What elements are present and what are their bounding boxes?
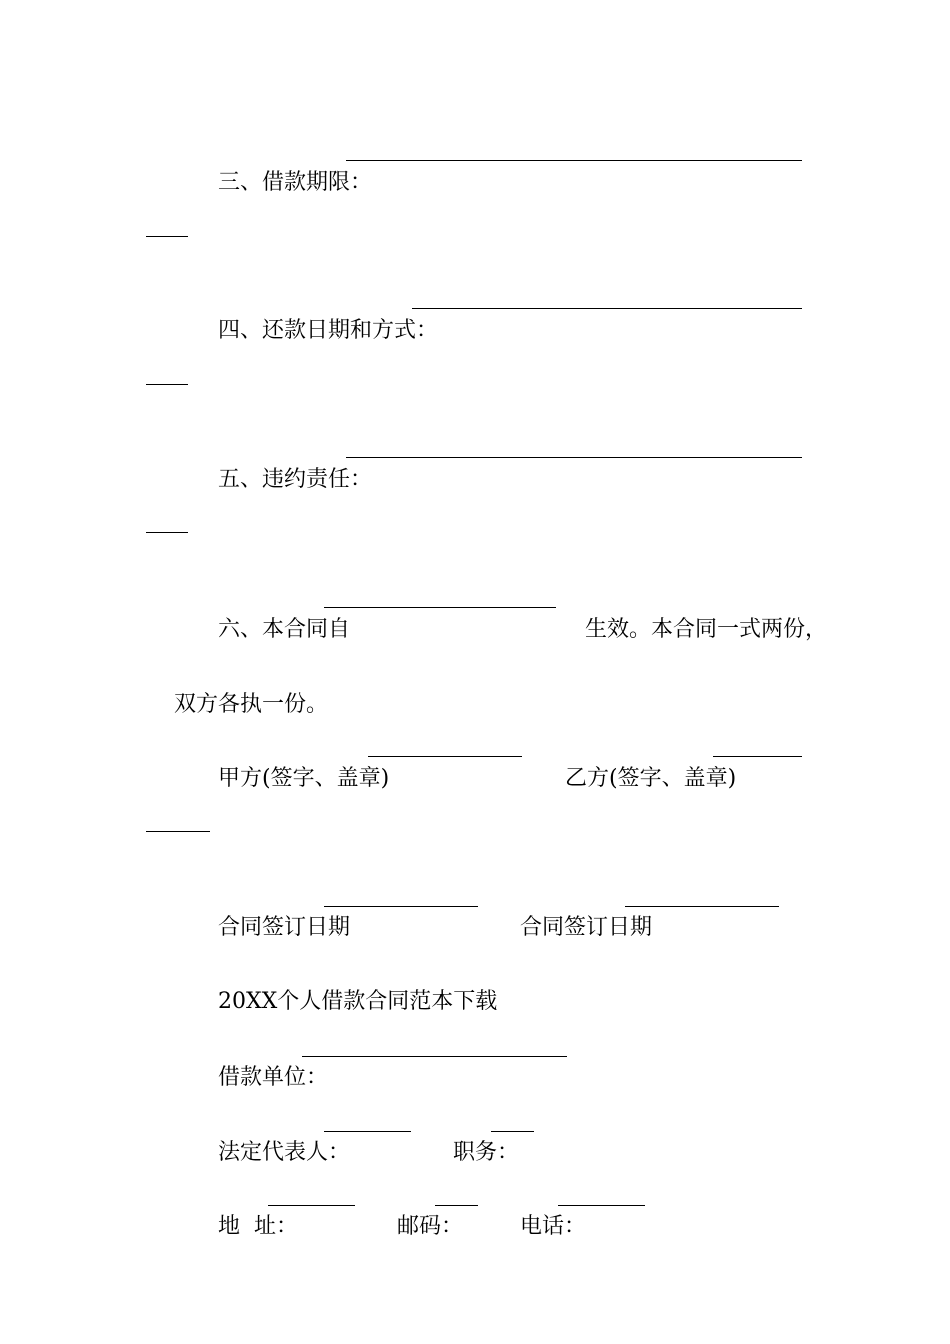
loan-term-label: 三、借款期限： — [217, 170, 372, 195]
phone-blank[interactable] — [558, 1204, 645, 1206]
next-title-text: 20XX个人借款合同范本下载 — [217, 989, 498, 1014]
legal-rep-line — [190, 1108, 350, 1165]
liability-line — [190, 435, 372, 492]
sign-date-right-label: 合同签订日期 — [519, 915, 652, 940]
sign-date-right — [492, 883, 652, 940]
effect-continuation-line — [146, 660, 328, 717]
address-blank[interactable] — [268, 1204, 355, 1206]
liability-blank-continued[interactable] — [146, 531, 188, 533]
loan-term-blank[interactable] — [346, 159, 802, 161]
borrower-unit-label: 借款单位： — [217, 1065, 328, 1090]
next-document-title — [190, 957, 498, 1014]
phone-label: 电话： — [519, 1214, 586, 1239]
effect-prefix: 六、本合同自 — [217, 617, 350, 642]
repayment-label: 四、还款日期和方式： — [217, 318, 438, 343]
sign-date-right-blank[interactable] — [625, 905, 779, 907]
borrower-unit-line — [190, 1033, 328, 1090]
party-a-label: 甲方(签字、盖章) — [217, 766, 390, 791]
repayment-blank[interactable] — [412, 307, 802, 309]
address-label: 地 址： — [217, 1214, 298, 1239]
party-a-signature — [190, 734, 390, 791]
effect-date-blank[interactable] — [324, 606, 556, 608]
phone-line — [492, 1182, 586, 1239]
address-line — [190, 1182, 298, 1239]
position-blank[interactable] — [491, 1130, 534, 1132]
party-b-signature — [537, 734, 737, 791]
liability-blank[interactable] — [346, 456, 802, 458]
postcode-label: 邮码： — [396, 1214, 463, 1239]
loan-term-blank-continued[interactable] — [146, 235, 188, 237]
repayment-line — [190, 286, 438, 343]
sign-date-left-blank[interactable] — [324, 905, 478, 907]
sign-date-left-label: 合同签订日期 — [217, 915, 350, 940]
effect-clause-line — [190, 585, 350, 642]
borrower-unit-blank[interactable] — [302, 1055, 567, 1057]
postcode-blank[interactable] — [435, 1204, 478, 1206]
party-a-signature-blank[interactable] — [368, 755, 522, 757]
legal-rep-label: 法定代表人： — [217, 1140, 350, 1165]
effect-continuation: 双方各执一份。 — [173, 692, 328, 717]
legal-rep-blank[interactable] — [324, 1130, 411, 1132]
party-b-label: 乙方(签字、盖章) — [564, 766, 737, 791]
postcode-line — [369, 1182, 463, 1239]
liability-label: 五、违约责任： — [217, 467, 372, 492]
sign-date-left — [190, 883, 350, 940]
repayment-blank-continued[interactable] — [146, 383, 188, 385]
position-line — [425, 1108, 519, 1165]
effect-suffix: 生效。本合同一式两份， — [584, 617, 827, 642]
effect-suffix-line — [557, 585, 827, 642]
position-label: 职务： — [452, 1140, 519, 1165]
party-b-signature-blank[interactable] — [713, 755, 802, 757]
party-b-signature-blank-continued[interactable] — [146, 830, 210, 832]
loan-term-line — [190, 138, 372, 195]
